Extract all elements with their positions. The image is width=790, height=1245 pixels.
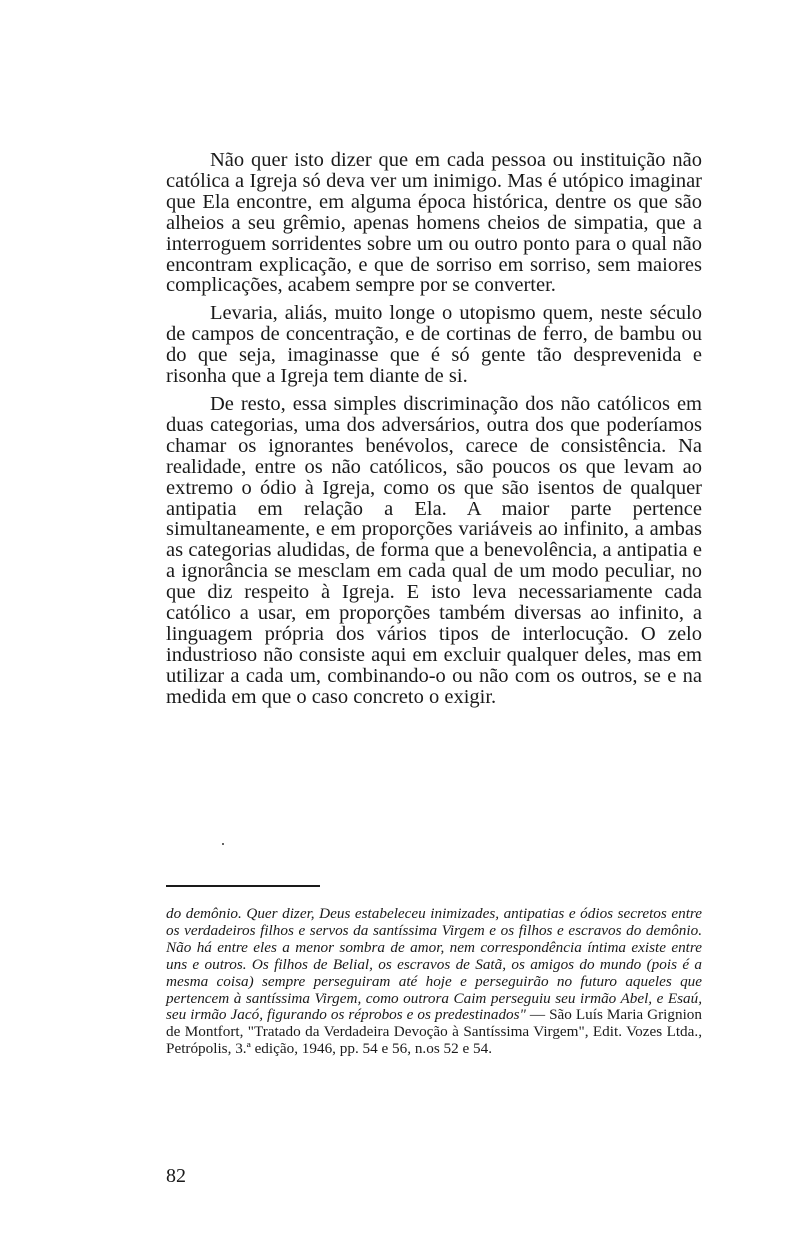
footnote-citation: — São Luís Maria Grignion de Montfort, "Tratado da Verdadeira Devoção à Santíssima Virgem", Edit. Vozes Ltda., Petrópolis, 3.ª edição, 1946, pp. 54 e 56, n.os 52 e 54.: [166, 1006, 702, 1058]
main-text: [166, 150, 702, 708]
page-number: 82: [166, 1165, 186, 1187]
footnote-quote: do demônio. Quer dizer, Deus estabeleceu inimizades, antipatias e ódios secretos entre os verdadeiros filhos e servos da santíssima Virgem e os filhos e escravos do demônio. Não há entre eles a menor sombra de amor, nem correspondência íntima existe entre uns e outros. Os filhos de Belial, os escravos de Satã, os amigos do mundo (pois é a mesma coisa) sempre perseguiram até hoje e perseguirão no futuro aqueles que pertencem à santíssima Virgem, como outrora Caim perseguiu seu irmão Abel, e Esaú, seu irmão Jacó, figurando os réprobos e os predestinados": [166, 905, 702, 1024]
footnote-divider: [166, 885, 320, 887]
paragraph: Não quer isto dizer que em cada pessoa ou instituição não católica a Igreja só deva ver um inimigo. Mas é utópico imaginar que Ela encontre, em alguma época histórica, dentre os que são alheios a seu grêmio, apenas homens cheios de simpatia, que a interroguem sorridentes sobre um ou outro ponto para o qual não encontram explicação, e que de sorriso em sorriso, sem maiores complicações, acabem sempre por se converter.: [166, 149, 702, 297]
stray-dot: [222, 843, 224, 845]
paragraph: Levaria, aliás, muito longe o utopismo quem, neste século de campos de concentração, e de cortinas de ferro, de bambu ou do que seja, imaginasse que é só gente tão desprevenida e risonha que a Igreja tem diante de si.: [166, 302, 702, 388]
paragraph: De resto, essa simples discriminação dos não católicos em duas categorias, uma dos adversários, outra dos que poderíamos chamar os ignorantes benévolos, carece de consistência. Na realidade, entre os não católicos, são poucos os que levam ao extremo o ódio à Igreja, como os que são isentos de qualquer antipatia em relação a Ela. A maior parte pertence simultaneamente, e em proporções variáveis ao infinito, a ambas as categorias aludidas, de forma que a benevolência, a antipatia e a ignorância se mesclam em cada qual de um modo peculiar, no que diz respeito à Igreja. E isto leva necessariamente cada católico a usar, em proporções também diversas ao infinito, a linguagem própria dos vários tipos de interlocução. O zelo industrioso não consiste aqui em excluir qualquer deles, mas em utilizar a cada um, combinando-o ou não com os outros, se e na medida em que o caso concreto o exigir.: [166, 392, 702, 708]
footnote: [166, 906, 702, 1058]
